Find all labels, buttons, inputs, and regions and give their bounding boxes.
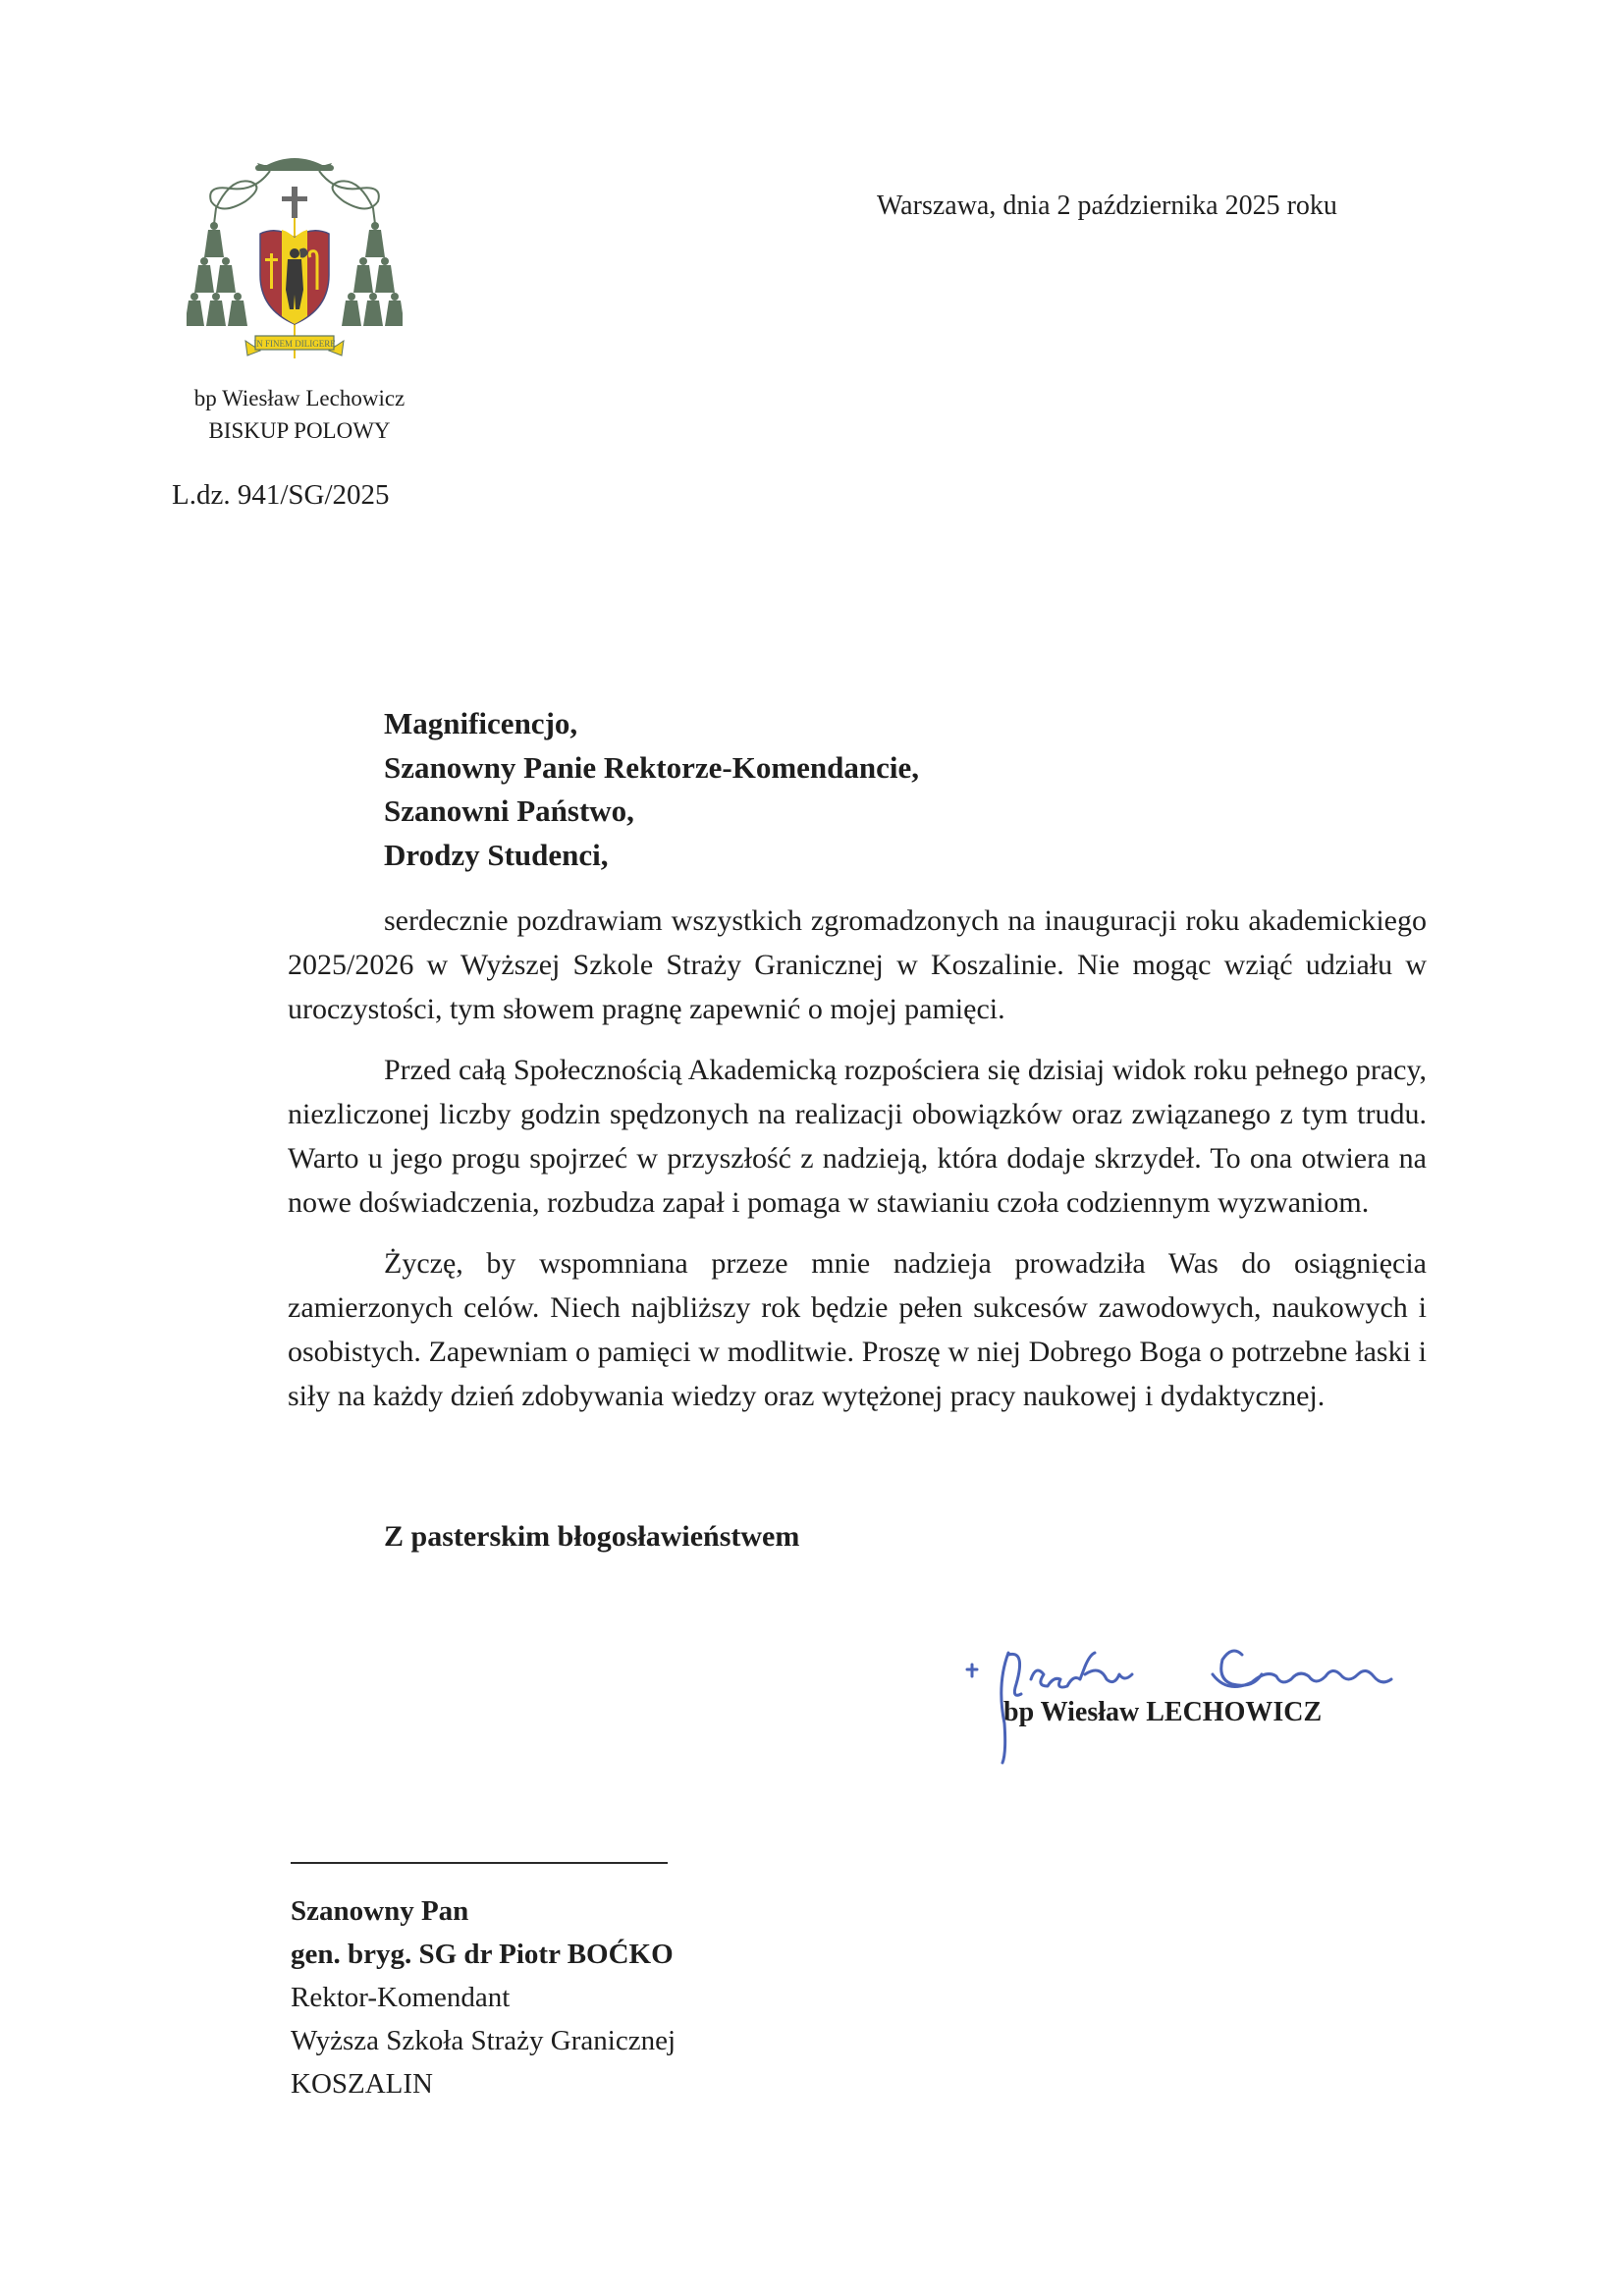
sender-name: bp Wiesław Lechowicz xyxy=(193,386,406,410)
salutation-line: Szanowny Panie Rektorze-Komendancie, xyxy=(384,749,920,785)
salutation-line: Magnificencjo, xyxy=(384,706,578,740)
salutation-line: Drodzy Studenci, xyxy=(384,837,609,872)
letter-body xyxy=(288,899,1427,1418)
reference-number: L.dz. 941/SG/2025 xyxy=(172,479,390,511)
addressee-position: Rektor-Komendant xyxy=(291,1982,511,2013)
addressee-institution: Wyższa Szkoła Straży Granicznej xyxy=(291,2025,676,2056)
body-paragraph: serdecznie pozdrawiam wszystkich zgromadzonych na inauguracji roku akademickiego 2025/2026 w Wyższej Szkole Straży Granicznej w Koszalinie. Nie mogąc wziąć udziału w uroczystości, tym słowem pragnę zapewnić o mojej pamięci. xyxy=(288,904,1427,1025)
body-paragraph: Życzę, by wspomniana przeze mnie nadzieja prowadziła Was do osiągnięcia zamierzonych celów. Niech najbliższy rok będzie pełen sukcesów zawodowych, naukowych i osobistych. Zapewniam o pamięci w modlitwie. Proszę w niej Dobrego Boga o potrzebne łaski i siły na każdy dzień zdobywania wiedzy oraz wytężonej pracy naukowej i dydaktycznej. xyxy=(288,1247,1427,1412)
closing-phrase: Z pasterskim błogosławieństwem xyxy=(384,1520,800,1553)
addressee-block xyxy=(291,1889,676,2105)
svg-text:IN FINEM DILIGERE: IN FINEM DILIGERE xyxy=(253,339,336,349)
salutation-line: Szanowni Państwo, xyxy=(384,793,634,828)
date-line: Warszawa, dnia 2 października 2025 roku xyxy=(877,191,1337,221)
addressee-greeting: Szanowny Pan xyxy=(291,1895,469,1927)
signer-name: bp Wiesław LECHOWICZ xyxy=(1003,1697,1323,1727)
addressee-city: KOSZALIN xyxy=(291,2068,433,2100)
addressee-name: gen. bryg. SG dr Piotr BOĆKO xyxy=(291,1939,674,1970)
divider xyxy=(291,1862,668,1864)
coat-of-arms-icon xyxy=(187,147,403,358)
salutation xyxy=(384,702,919,877)
body-paragraph: Przed całą Społecznością Akademicką rozpościera się dzisiaj widok roku pełnego pracy, niezliczonej liczby godzin spędzonych na realizacji obowiązków oraz związanego z tym trudu. Warto u jego progu spojrzeć w przyszłość z nadzieją, która dodaje skrzydeł. To ona otwiera na nowe doświadczenia, rozbudza zapał i pomaga w stawianiu czoła codziennym wyzwaniom. xyxy=(288,1054,1427,1219)
sender-title: BISKUP POLOWY xyxy=(208,418,391,443)
